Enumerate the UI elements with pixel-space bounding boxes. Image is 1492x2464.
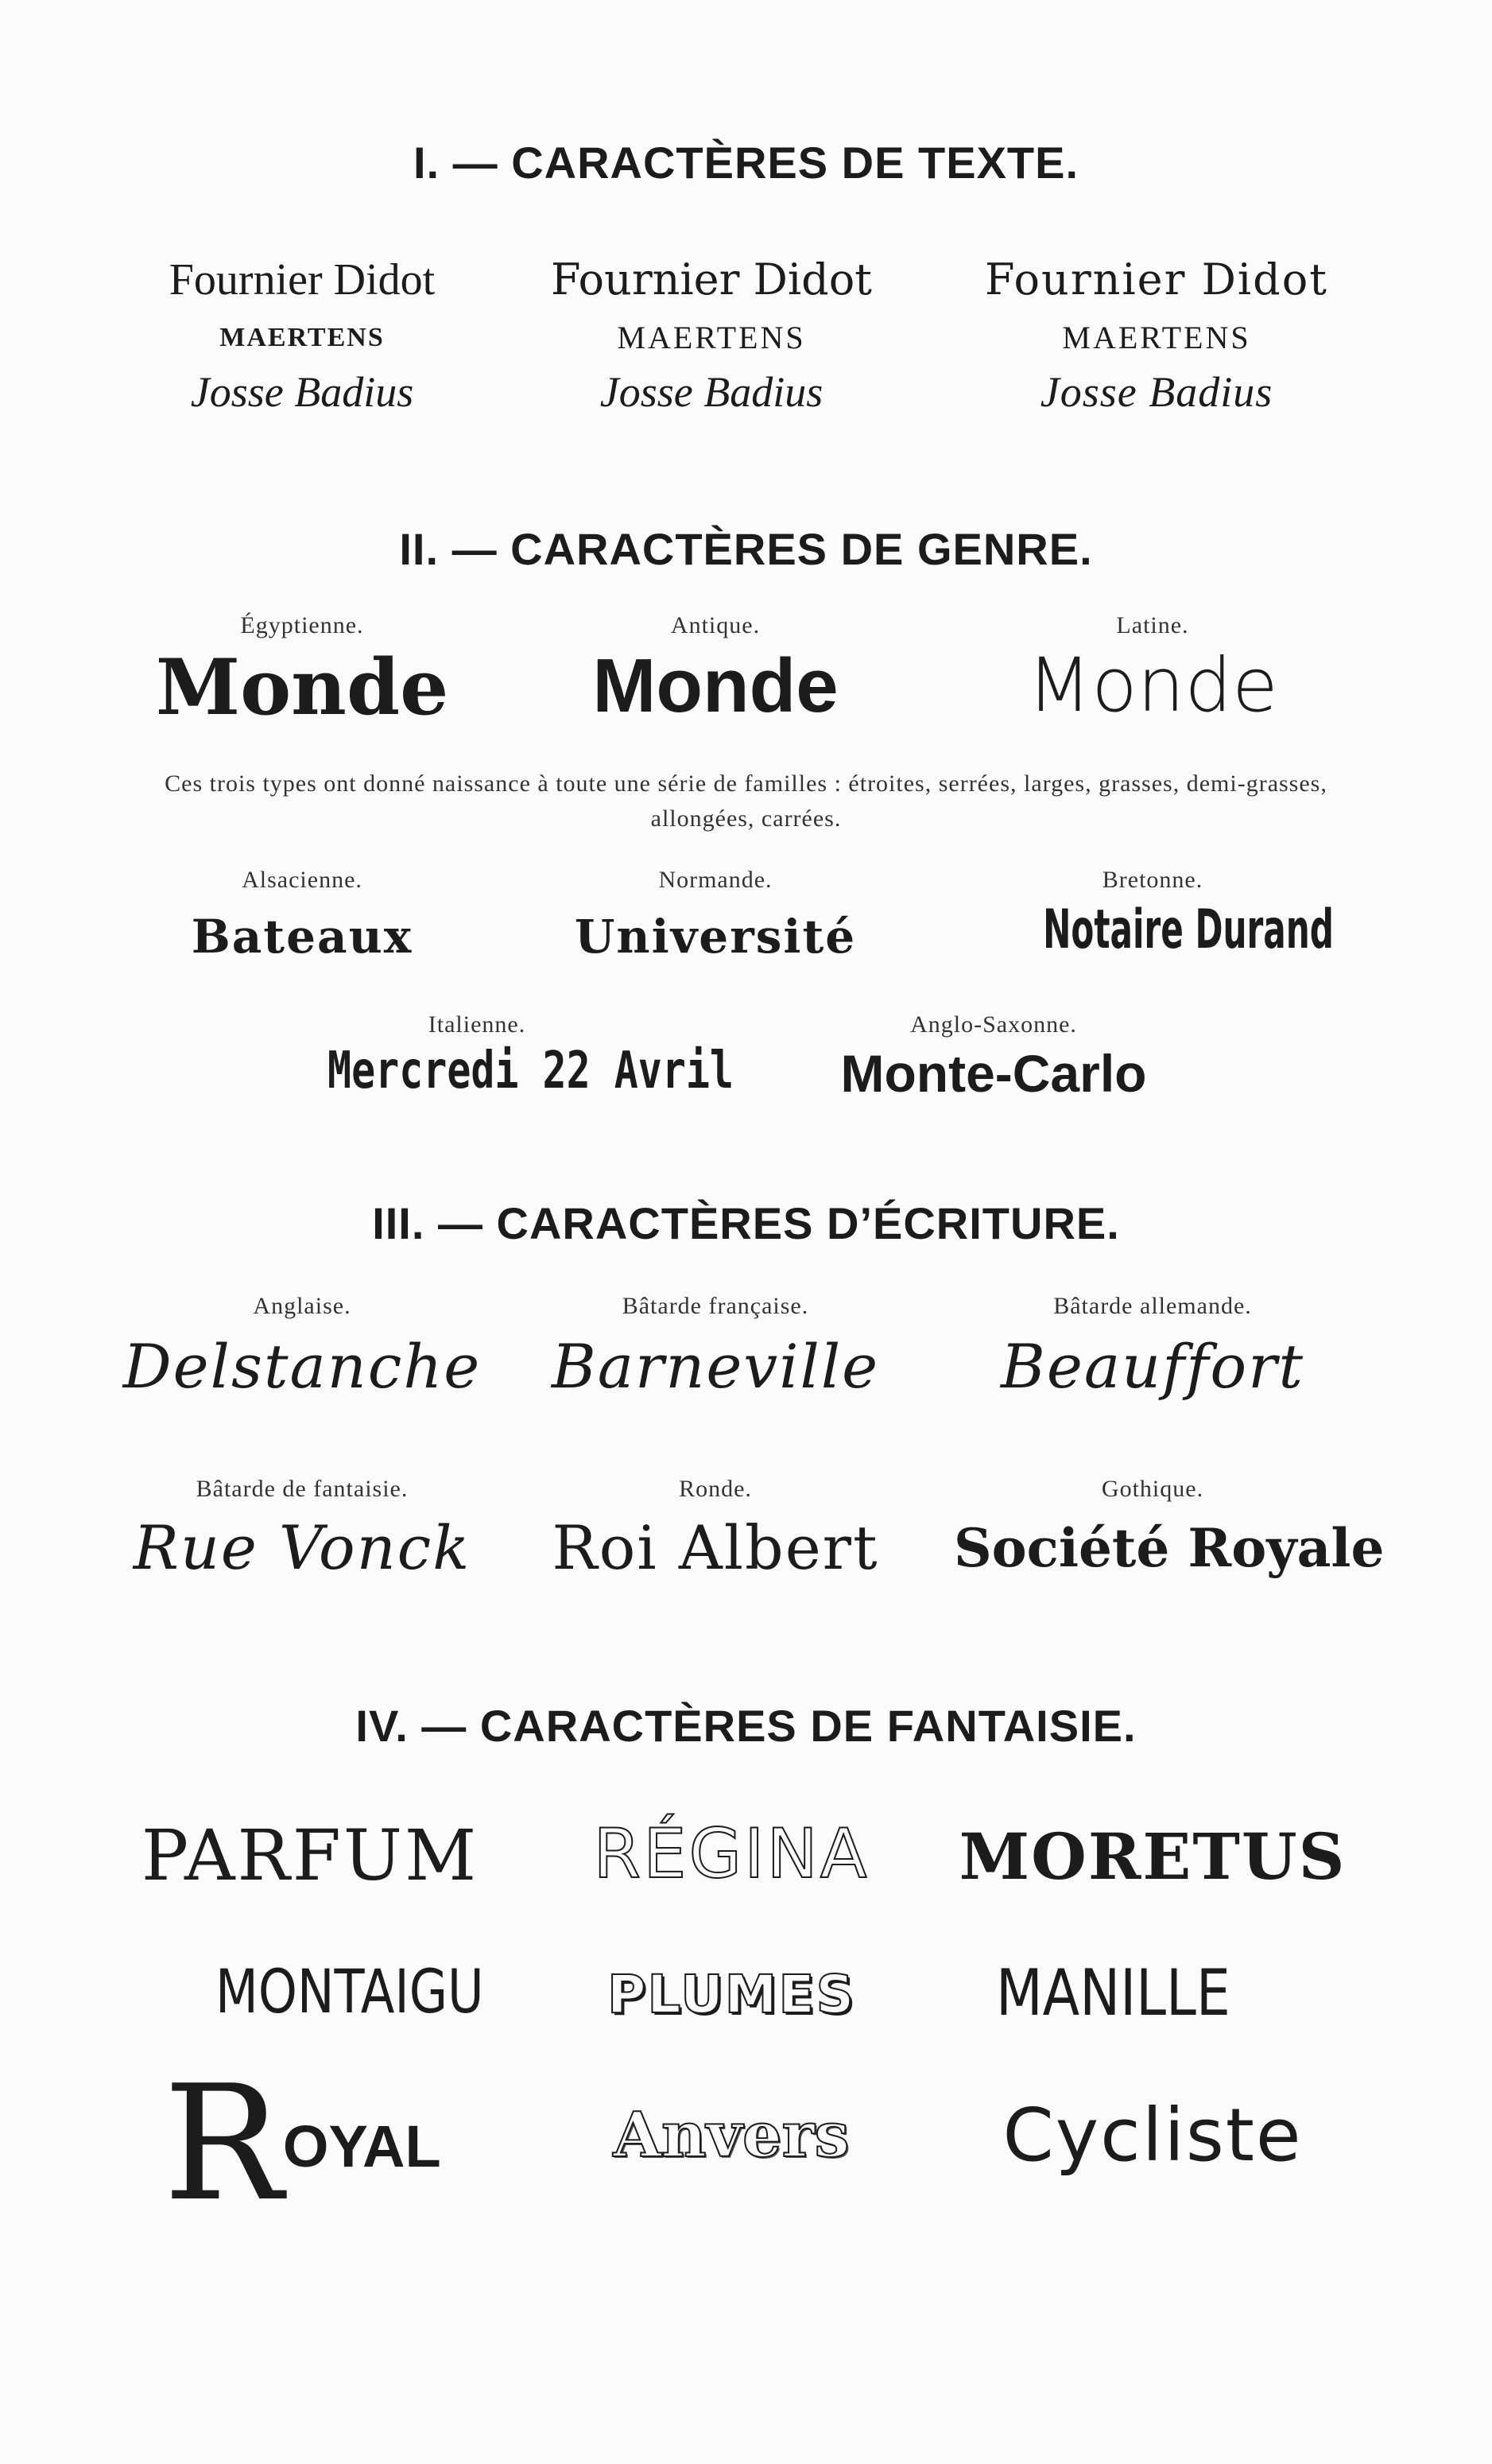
- genre-italienne: [270, 1011, 734, 1100]
- sample-notaire-durand: Notaire Durand: [1043, 898, 1334, 961]
- sample-maertens: MAERTENS: [1062, 320, 1251, 355]
- sample-societe-royale: Société Royale: [954, 1517, 1385, 1579]
- genre-normande: [517, 867, 914, 964]
- genre-egyptienne: [103, 612, 501, 732]
- sample-rue-vonck: Rue Vonck: [133, 1512, 471, 1583]
- label-batarde-francaise: Bâtarde française.: [622, 1293, 809, 1319]
- sample-barneville: Barneville: [551, 1331, 880, 1402]
- ecriture-batarde-francaise: [517, 1293, 914, 1402]
- fantaisie-cycliste: [946, 2093, 1359, 2178]
- ecriture-batarde-fantaisie: [103, 1476, 501, 1583]
- sample-monde-egyptienne: Monde: [155, 642, 449, 732]
- texte-col-3: [950, 254, 1363, 417]
- sample-monde-latine: Monde: [1027, 642, 1278, 729]
- fantaisie-regina: [533, 1814, 930, 1894]
- sample-montaigu: MONTAIGU: [215, 1956, 484, 2027]
- label-gothique: Gothique.: [1101, 1476, 1204, 1502]
- fantaisie-royal: [119, 2051, 485, 2237]
- label-alsacienne: Alsacienne.: [242, 867, 362, 893]
- genre-bretonne: [954, 867, 1351, 961]
- sample-cycliste: Cycliste: [1002, 2093, 1303, 2178]
- sample-moretus: MORETUS: [959, 1819, 1347, 1894]
- label-batarde-allemande: Bâtarde allemande.: [1053, 1293, 1252, 1319]
- fantaisie-plumes: [533, 1964, 930, 2025]
- sample-maertens: MAERTENS: [219, 323, 385, 352]
- sample-josse-badius: Josse Badius: [599, 368, 824, 416]
- label-anglo-saxonne: Anglo-Saxonne.: [910, 1011, 1077, 1038]
- label-normande: Normande.: [658, 867, 773, 893]
- royal-rest: OYAL: [282, 2113, 441, 2179]
- section-title-texte: I. — CARACTÈRES DE TEXTE.: [413, 138, 1079, 188]
- royal-initial: R: [163, 2051, 283, 2237]
- sample-mercredi: Mercredi 22 Avril: [327, 1042, 734, 1100]
- sample-universite: Université: [574, 910, 857, 964]
- sample-parfum: PARFUM: [141, 1814, 479, 1896]
- ecriture-gothique: [954, 1476, 1385, 1579]
- genre-alsacienne: [103, 867, 501, 964]
- genre-antique: [517, 612, 914, 730]
- sample-fournier-didot: Fournier Didot: [985, 254, 1328, 305]
- section-title-genre: II. — CARACTÈRES DE GENRE.: [399, 524, 1093, 574]
- label-anglaise: Anglaise.: [253, 1293, 351, 1319]
- label-ronde: Ronde.: [679, 1476, 752, 1502]
- label-latine: Latine.: [1116, 612, 1189, 638]
- label-batarde-fantaisie: Bâtarde de fantaisie.: [196, 1476, 409, 1502]
- fantaisie-manille: [906, 1956, 1320, 2030]
- fantaisie-montaigu: [143, 1956, 556, 2027]
- genre-latine: [954, 612, 1351, 729]
- texte-col-2: [513, 254, 910, 417]
- ecriture-anglaise: [103, 1293, 501, 1402]
- genre-note: Ces trois types ont donné naissance à toute une série de familles : étroites, serrées, larges, grasses, demi-grasses, allongées, carrées.: [165, 770, 1327, 832]
- sample-plumes: PLUMES: [607, 1964, 855, 2025]
- label-italienne: Italienne.: [428, 1011, 526, 1038]
- sample-roi-albert: Roi Albert: [552, 1512, 879, 1583]
- sample-delstanche: Delstanche: [122, 1331, 482, 1402]
- sample-monde-antique: Monde: [592, 643, 839, 728]
- sample-maertens: MAERTENS: [617, 320, 806, 355]
- ecriture-ronde: [517, 1476, 914, 1583]
- sample-fournier-didot: Fournier Didot: [169, 255, 436, 305]
- genre-anglosaxonne: [787, 1011, 1200, 1104]
- section-title-ecriture: III. — CARACTÈRES D’ÉCRITURE.: [372, 1198, 1120, 1248]
- texte-col-1: [103, 254, 501, 417]
- label-egyptienne: Égyptienne.: [240, 612, 364, 638]
- fantaisie-moretus: [946, 1819, 1359, 1894]
- fantaisie-anvers: [533, 2099, 930, 2171]
- label-antique: Antique.: [670, 612, 761, 638]
- sample-beauffort: Beauffort: [1001, 1331, 1304, 1402]
- sample-monte-carlo: Monte-Carlo: [840, 1044, 1147, 1103]
- fantaisie-parfum: [103, 1814, 517, 1896]
- sample-regina: RÉGINA: [593, 1814, 870, 1894]
- sample-fournier-didot: Fournier Didot: [551, 254, 872, 305]
- sample-bateaux: Bateaux: [191, 910, 413, 964]
- ecriture-batarde-allemande: [954, 1293, 1351, 1402]
- sample-manille: MANILLE: [995, 1956, 1230, 2030]
- sample-josse-badius: Josse Badius: [1040, 368, 1273, 416]
- sample-anvers: Anvers: [613, 2099, 850, 2171]
- sample-josse-badius: Josse Badius: [190, 368, 414, 416]
- label-bretonne: Bretonne.: [1102, 867, 1203, 893]
- section-title-fantaisie: IV. — CARACTÈRES DE FANTAISIE.: [355, 1701, 1137, 1751]
